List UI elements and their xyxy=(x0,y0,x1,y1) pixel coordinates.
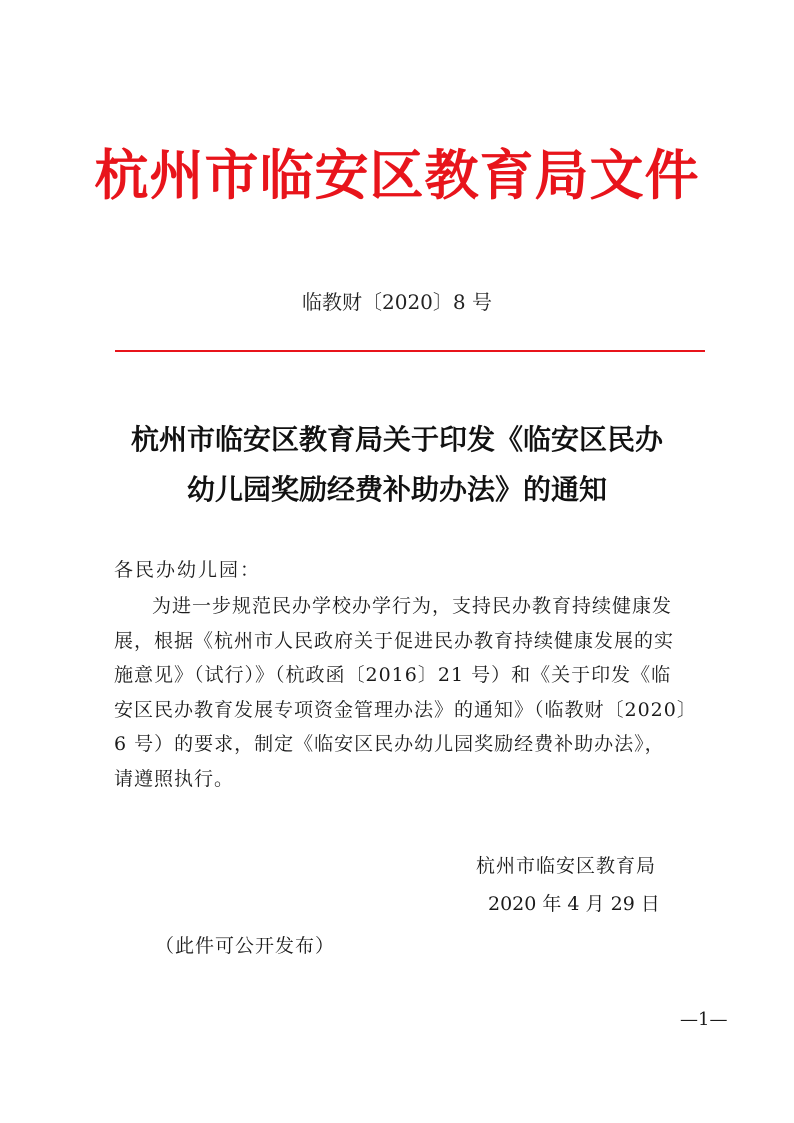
body-line: 展，根据《杭州市人民政府关于促进民办教育持续健康发展的实 xyxy=(114,629,675,652)
body-paragraph xyxy=(114,589,704,796)
page-number: —1— xyxy=(680,1009,728,1030)
document-masthead: 杭州市临安区教育局文件 xyxy=(94,143,700,207)
body-line: 安区民办教育发展专项资金管理办法》的通知》（临教财〔2020〕 xyxy=(114,698,697,721)
body-line: 请遵照执行。 xyxy=(114,767,235,790)
body-line: 为进一步规范民办学校办学行为，支持民办教育持续健康发 xyxy=(152,595,673,617)
body-line: 施意见》（试行）》（杭政函〔2016〕21 号）和《关于印发《临 xyxy=(114,664,672,686)
title-line-1: 杭州市临安区教育局关于印发《临安区民办 xyxy=(130,423,663,456)
issuing-authority: 杭州市临安区教育局 xyxy=(476,855,657,877)
title-line-2: 幼儿园奖励经费补助办法》的通知 xyxy=(186,473,607,506)
red-divider-line xyxy=(115,350,705,352)
document-title xyxy=(80,415,714,515)
publish-note: （此件可公开发布） xyxy=(155,935,336,957)
body-line: 6 号）的要求，制定《临安区民办幼儿园奖励经费补助办法》， xyxy=(114,733,665,755)
salutation: 各民办幼儿园： xyxy=(114,559,262,581)
issue-date: 2020 年 4 月 29 日 xyxy=(488,893,660,915)
document-number: 临教财〔2020〕8 号 xyxy=(302,290,492,314)
